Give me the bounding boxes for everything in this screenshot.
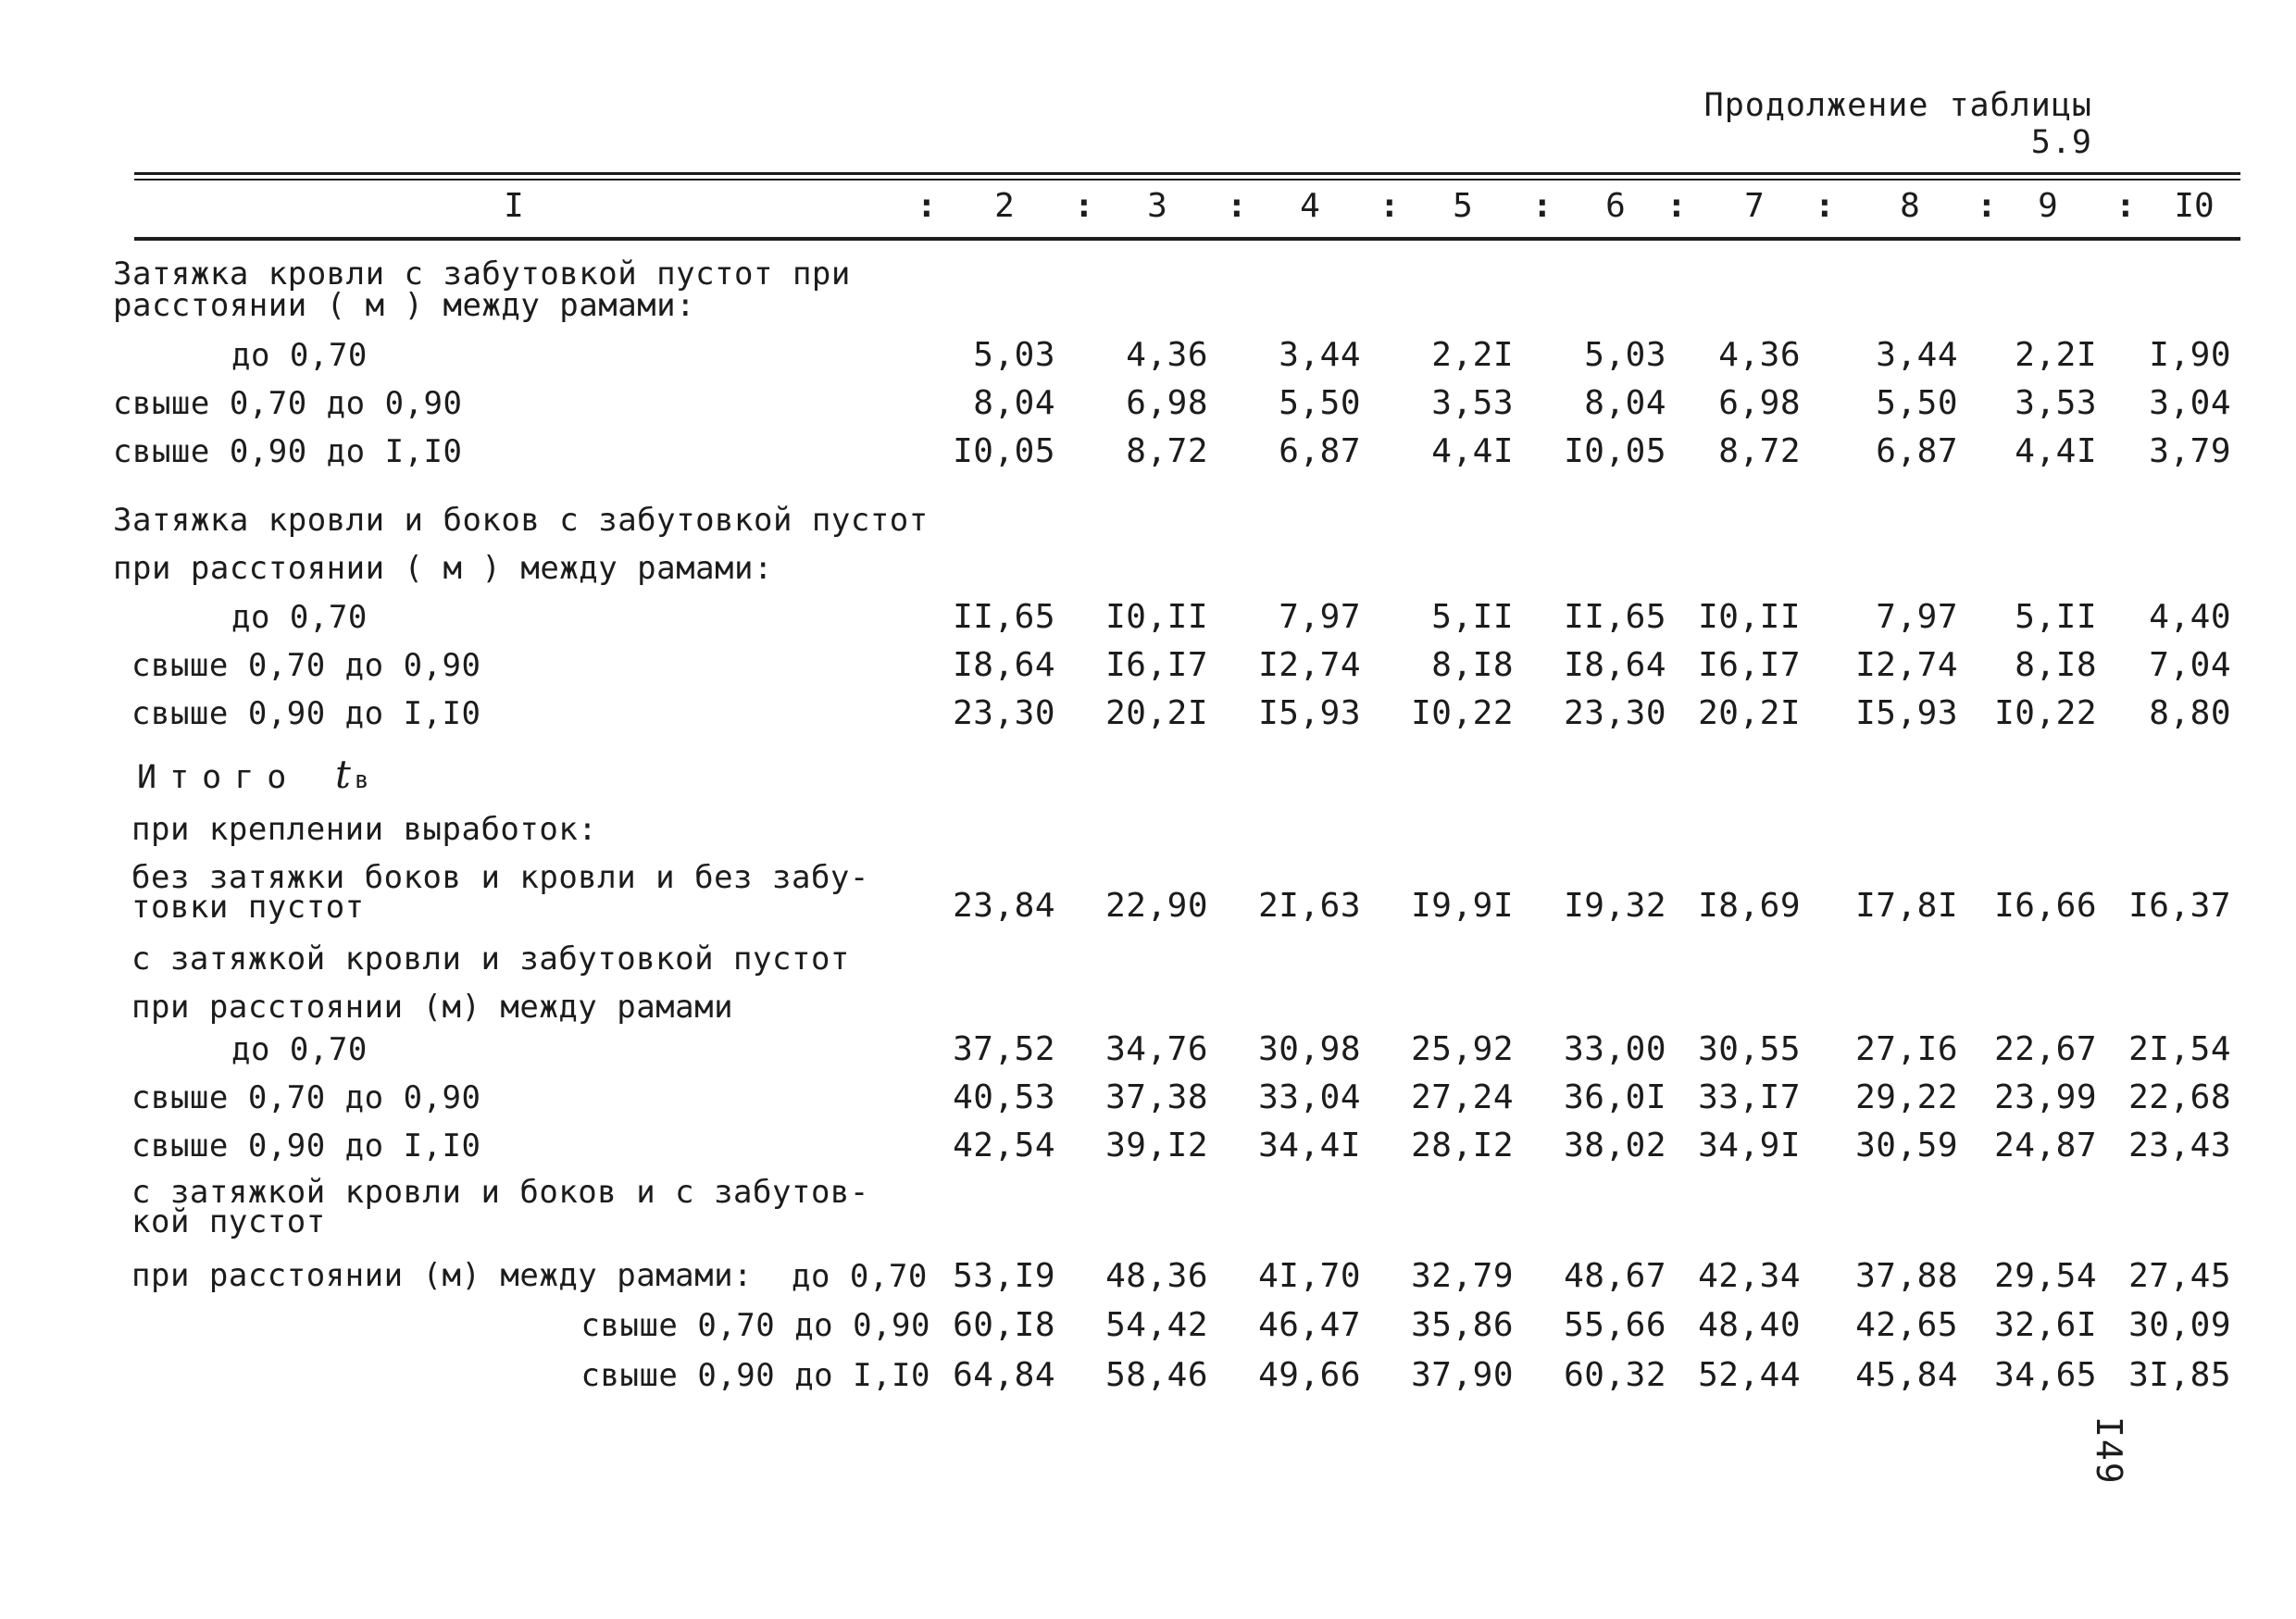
header-separator: : [2115,187,2136,225]
cell-value: I,90 [2149,336,2231,374]
cell-value: 23,30 [1564,694,1666,732]
section-title: при расстоянии (м) между рамами [131,989,734,1026]
cell-value: 3,53 [1431,384,1514,422]
cell-value: 54,42 [1105,1306,1208,1344]
section-title: с затяжкой кровли и боков и с забутов- [131,1174,869,1211]
itogo-label: Итого [137,759,300,796]
header-separator: : [1074,187,1094,225]
cell-value: 42,34 [1698,1257,1801,1295]
cell-value: 37,90 [1411,1356,1514,1394]
header-separator: : [1666,187,1687,225]
header-rule-bottom [134,237,2240,241]
table-row [0,1353,2296,1398]
itogo-symbol: tв [335,752,369,797]
cell-value: 36,0I [1564,1078,1666,1116]
section-title: товки пустот [131,889,365,926]
cell-value: 5,03 [1584,336,1666,374]
cell-value: I0,22 [1411,694,1514,732]
cell-value: 37,52 [953,1030,1055,1068]
table-row [0,333,2296,378]
cell-value: I6,I7 [1105,646,1208,684]
row-label: свыше 0,70 до 0,90 [131,647,481,684]
cell-value: 30,98 [1258,1030,1361,1068]
cell-value: 8,80 [2149,694,2231,732]
cell-value: 8,I8 [1431,646,1514,684]
cell-value: 20,2I [1698,694,1801,732]
cell-value: 4,36 [1126,336,1208,374]
cell-value: 39,I2 [1105,1127,1208,1164]
cell-value: 32,79 [1411,1257,1514,1295]
cell-value: I0,II [1105,598,1208,636]
cell-value: I8,64 [1564,646,1666,684]
cell-value: I0,22 [1994,694,2097,732]
header-col-6: 6 [1605,187,1626,225]
cell-value: 25,92 [1411,1030,1514,1068]
cell-value: 34,9I [1698,1127,1801,1164]
header-separator: : [917,187,937,225]
table-row [0,1027,2296,1072]
continuation-title: Продолжение таблицы 5.9 [1703,87,2092,161]
cell-value: 33,00 [1564,1030,1666,1068]
row-prefix: при расстоянии (м) между рамами: [131,1257,754,1294]
cell-value: 22,67 [1994,1030,2097,1068]
section-title: с затяжкой кровли и забутовкой пустот [131,940,850,978]
cell-value: 2I,63 [1258,887,1361,925]
row-label: до 0,70 [231,1031,368,1068]
cell-value: 4,40 [2149,598,2231,636]
cell-value: 2,2I [2015,336,2097,374]
cell-value: 4I,70 [1258,1257,1361,1295]
itogo-line: при креплении выработок: [131,811,598,848]
cell-value: 2,2I [1431,336,1514,374]
cell-value: 58,46 [1105,1356,1208,1394]
cell-value: 4,36 [1718,336,1801,374]
cell-value: 48,36 [1105,1257,1208,1295]
cell-value: 46,47 [1258,1306,1361,1344]
row-label: свыше 0,90 до I,I0 [131,695,481,732]
cell-value: 3I,85 [2128,1356,2231,1394]
table-row [0,691,2296,736]
cell-value: 29,54 [1994,1257,2097,1295]
cell-value: 29,22 [1855,1078,1958,1116]
row-label: свыше 0,70 до 0,90 [131,1079,481,1116]
cell-value: 49,66 [1258,1356,1361,1394]
header-col-8: 8 [1900,187,1920,225]
cell-value: 3,44 [1876,336,1958,374]
cell-value: I5,93 [1855,694,1958,732]
section-title: без затяжки боков и кровли и без забу- [131,859,869,896]
row-label: свыше 0,90 до I,I0 [580,1357,930,1394]
cell-value: 5,50 [1876,384,1958,422]
cell-value: 7,97 [1279,598,1361,636]
cell-value: I6,66 [1994,887,2097,925]
section-title: Затяжка кровли с забутовкой пустот при [113,255,851,293]
header-separator: : [1815,187,1835,225]
cell-value: 37,38 [1105,1078,1208,1116]
header-col-7: 7 [1744,187,1765,225]
cell-value: 23,99 [1994,1078,2097,1116]
table-row [0,1076,2296,1120]
table-row [0,884,2296,928]
cell-value: 55,66 [1564,1306,1666,1344]
cell-value: 23,84 [953,887,1055,925]
table-row [0,1124,2296,1168]
cell-value: 8,I8 [2015,646,2097,684]
cell-value: I8,64 [953,646,1055,684]
cell-value: 6,98 [1126,384,1208,422]
cell-value: 60,32 [1564,1356,1666,1394]
cell-value: 2I,54 [2128,1030,2231,1068]
cell-value: 27,45 [2128,1257,2231,1295]
cell-value: 23,43 [2128,1127,2231,1164]
header-col-1: I [504,187,524,225]
header-col-5: 5 [1453,187,1473,225]
section-title: при расстоянии ( м ) между рамами: [113,550,773,587]
cell-value: 3,79 [2149,432,2231,470]
cell-value: 22,68 [2128,1078,2231,1116]
cell-value: 6,87 [1279,432,1361,470]
cell-value: 45,84 [1855,1356,1958,1394]
header-col-2: 2 [994,187,1015,225]
cell-value: I8,69 [1698,887,1801,925]
cell-value: 60,I8 [953,1306,1055,1344]
cell-value: I0,II [1698,598,1801,636]
row-label: до 0,70 [231,599,368,636]
cell-value: I7,8I [1855,887,1958,925]
row-label: свыше 0,70 до 0,90 [580,1307,930,1344]
table-row [0,430,2296,474]
cell-value: I6,I7 [1698,646,1801,684]
cell-value: 27,24 [1411,1078,1514,1116]
cell-value: 30,55 [1698,1030,1801,1068]
cell-value: 35,86 [1411,1306,1514,1344]
cell-value: 5,II [1431,598,1514,636]
cell-value: 48,40 [1698,1306,1801,1344]
cell-value: 5,03 [973,336,1055,374]
cell-value: 30,59 [1855,1127,1958,1164]
header-separator: : [1977,187,1997,225]
cell-value: 33,I7 [1698,1078,1801,1116]
cell-value: 33,04 [1258,1078,1361,1116]
cell-value: I9,9I [1411,887,1514,925]
table-row [0,1254,2296,1299]
cell-value: 34,4I [1258,1127,1361,1164]
header-rule-top-inner [134,179,2240,181]
cell-value: 24,87 [1994,1127,2097,1164]
cell-value: II,65 [1564,598,1666,636]
cell-value: 8,72 [1718,432,1801,470]
cell-value: 37,88 [1855,1257,1958,1295]
section-title: расстоянии ( м ) между рамами: [113,287,696,324]
table-row [0,643,2296,688]
cell-value: 30,09 [2128,1306,2231,1344]
cell-value: 48,67 [1564,1257,1666,1295]
table-row [0,595,2296,640]
cell-value: 6,87 [1876,432,1958,470]
cell-value: 27,I6 [1855,1030,1958,1068]
cell-value: 22,90 [1105,887,1208,925]
cell-value: 34,65 [1994,1356,2097,1394]
cell-value: 8,04 [1584,384,1666,422]
cell-value: 53,I9 [953,1257,1055,1295]
cell-value: 40,53 [953,1078,1055,1116]
cell-value: 20,2I [1105,694,1208,732]
cell-value: I0,05 [953,432,1055,470]
cell-value: I2,74 [1258,646,1361,684]
cell-value: 23,30 [953,694,1055,732]
cell-value: 3,04 [2149,384,2231,422]
section-title: Затяжка кровли и боков с забутовкой пустот [113,502,929,539]
cell-value: I6,37 [2128,887,2231,925]
cell-value: 6,98 [1718,384,1801,422]
cell-value: I9,32 [1564,887,1666,925]
cell-value: 3,53 [2015,384,2097,422]
row-label: свыше 0,70 до 0,90 [113,385,463,422]
header-col-4: 4 [1300,187,1320,225]
header-separator: : [1532,187,1553,225]
header-rule-top [134,172,2240,175]
cell-value: 4,4I [1431,432,1514,470]
header-separator: : [1227,187,1247,225]
section-title: кой пустот [131,1203,326,1240]
cell-value: 28,I2 [1411,1127,1514,1164]
row-label: до 0,70 [792,1258,928,1295]
header-col-10: I0 [2174,187,2215,225]
cell-value: 8,72 [1126,432,1208,470]
cell-value: 5,II [2015,598,2097,636]
cell-value: 3,44 [1279,336,1361,374]
cell-value: 52,44 [1698,1356,1801,1394]
cell-value: 64,84 [953,1356,1055,1394]
cell-value: 34,76 [1105,1030,1208,1068]
cell-value: 7,97 [1876,598,1958,636]
cell-value: II,65 [953,598,1055,636]
cell-value: 38,02 [1564,1127,1666,1164]
row-label: свыше 0,90 до I,I0 [131,1127,481,1164]
row-label: свыше 0,90 до I,I0 [113,433,463,470]
table-row [0,381,2296,426]
cell-value: 42,65 [1855,1306,1958,1344]
cell-value: 7,04 [2149,646,2231,684]
cell-value: I2,74 [1855,646,1958,684]
cell-value: I0,05 [1564,432,1666,470]
cell-value: 42,54 [953,1127,1055,1164]
header-col-9: 9 [2038,187,2058,225]
cell-value: 32,6I [1994,1306,2097,1344]
cell-value: I5,93 [1258,694,1361,732]
header-separator: : [1379,187,1400,225]
page-number: I49 [2089,1416,2129,1486]
table-row [0,1303,2296,1348]
cell-value: 5,50 [1279,384,1361,422]
row-label: до 0,70 [231,337,368,374]
header-col-3: 3 [1147,187,1167,225]
cell-value: 4,4I [2015,432,2097,470]
cell-value: 8,04 [973,384,1055,422]
